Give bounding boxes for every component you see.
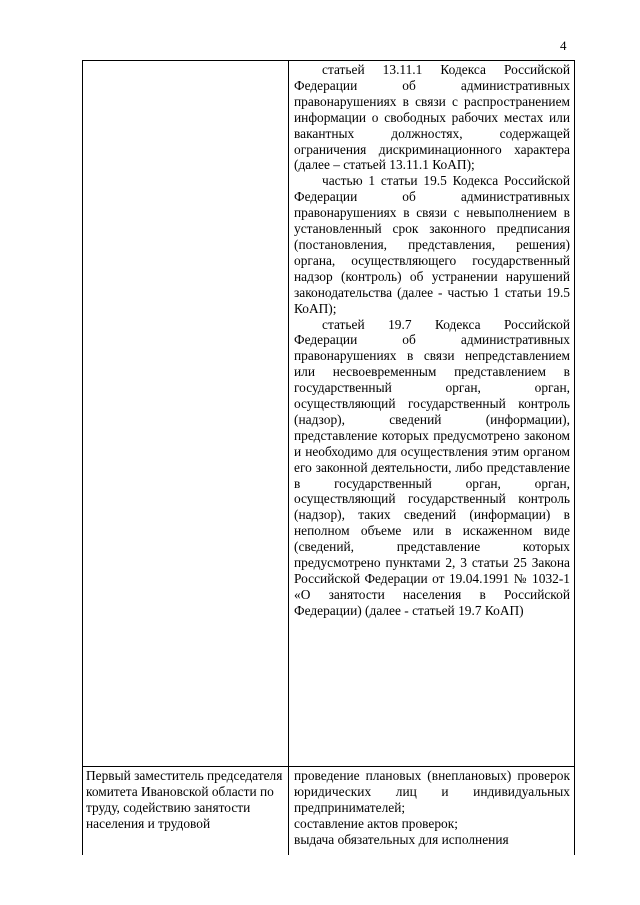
page-number: 4: [560, 38, 567, 53]
authority-table: [82, 60, 575, 855]
table-cell-powers: [289, 767, 575, 856]
table-cell-powers: [289, 61, 575, 767]
powers-paragraph: проведение плановых (внеплановых) проверок юридических лиц и индивидуальных предпринимателей;: [294, 768, 570, 815]
powers-paragraph: частью 1 статьи 19.5 Кодекса Российской Федерации об административных правонарушениях в связи с невыполнением в установленный срок законного предписания (постановления, представления, решения) органа, осуществляющего государственный надзор (контроль) об устранении нарушений законодательства (далее - частью 1 статьи 19.5 КоАП);: [294, 173, 570, 316]
powers-paragraph: выдача обязательных для исполнения: [294, 831, 509, 847]
official-title: [83, 61, 288, 62]
table-cell-official: [83, 61, 289, 767]
table-row: [83, 767, 575, 856]
powers-paragraph: составление актов проверок;: [294, 815, 458, 831]
powers-paragraph: статьей 19.7 Кодекса Российской Федерации об административных правонарушениях в связи непредставлением или несвоевременным представлением в государственный орган, орган, осуществляющий государственный контроль (надзор), сведений (информации), представление которых предусмотрено законом и необходимо для осуществления этим органом его законной деятельности, либо представление в государственный орган, орган, осуществляющий государственный контроль (надзор), таких сведений (информации) в неполном объеме или в искаженном виде (сведений, представление которых предусмотрено пунктами 2, 3 статьи 25 Закона Российской Федерации от 19.04.1991 № 1032-1 «О занятости населения в Российской Федерации) (далее - статьей 19.7 КоАП): [294, 316, 570, 618]
powers-paragraph: статьей 13.11.1 Кодекса Российской Федерации об административных правонарушениях в связи с распространением информации о свободных рабочих местах или вакантных должностях, содержащей ограничения дискриминационного характера (далее – статьей 13.11.1 КоАП);: [294, 62, 570, 173]
table-row: [83, 61, 575, 767]
official-title: Первый заместитель председателя комитета Ивановской области по труду, содействию занятости населения и трудовой: [86, 768, 283, 831]
table-cell-official: [83, 767, 289, 856]
